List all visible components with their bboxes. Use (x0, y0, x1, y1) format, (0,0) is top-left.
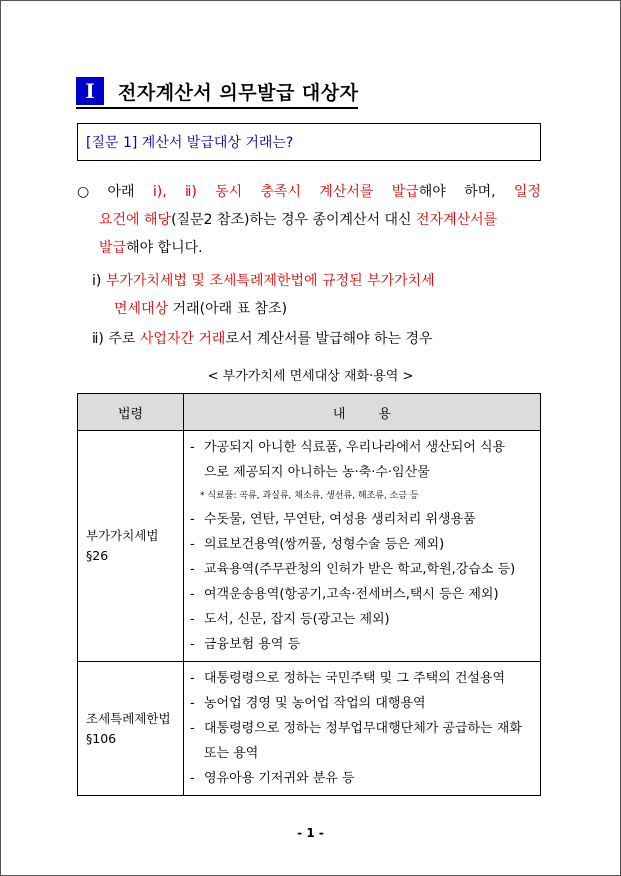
list-item: - 대통령령으로 정하는 국민주택 및 그 주택의 건설용역 (190, 666, 534, 691)
item-text: 교육용역(주무관청의 인허가 받은 학교,학원,강습소 등) (204, 562, 516, 577)
list-item: - 여객운송용역(항공기,고속·전세버스,택시 등은 제외) (190, 582, 534, 607)
condition-1-text: 거래(아래 표 참조) (168, 301, 288, 317)
item-text: 영유아용 기저귀와 분유 등 (204, 771, 355, 786)
intro-paragraph (77, 178, 541, 262)
item-text: 여객운송용역(항공기,고속·전세버스,택시 등은 제외) (204, 587, 499, 602)
table-caption: < 부가가치세 면세대상 재화·용역 > (207, 369, 414, 384)
list-item: - 교육용역(주무관청의 인허가 받은 학교,학원,강습소 등) (190, 557, 534, 582)
list-item: - 금융보험 용역 등 (190, 632, 534, 657)
section-number-badge: Ⅰ (76, 77, 104, 105)
law-name: 조세특례제한법 (86, 710, 171, 726)
condition-1-label: ⅰ) (92, 273, 102, 289)
intro-text: (질문2 참조)하는 경우 종이계산서 대신 (171, 212, 417, 228)
item-text: 대통령령으로 정하는 정부업무대행단체가 공급하는 재화 (204, 721, 522, 736)
header-law: 법령 (78, 394, 184, 431)
intro-red-text: 전자계산서를 (416, 212, 498, 228)
list-item: - 수돗물, 연탄, 무연탄, 여성용 생리처리 위생용품 (190, 507, 534, 532)
law-article: §26 (86, 548, 109, 563)
item-text: 도서, 신문, 잡지 등(광고는 제외) (204, 612, 390, 627)
list-item: - 농어업 경영 및 농어업 작업의 대행용역 (190, 691, 534, 716)
intro-text: 해야 합니다. (126, 240, 203, 256)
intro-word: 발급 (391, 184, 419, 200)
condition-2-text: 주로 (108, 331, 140, 347)
law-cell (78, 662, 184, 796)
condition-2-red-text: 사업자간 거래 (139, 331, 226, 347)
table-header-row (78, 394, 541, 431)
section-title (76, 76, 358, 106)
question-text: [질문 1] 계산서 발급대상 거래는? (86, 135, 294, 151)
condition-1-red-text: 부가가치세법 및 조세특례제한법에 규정된 부가가치세 (105, 273, 435, 289)
intro-word: 아래 (107, 184, 135, 200)
item-text: 의료보건용역(쌍꺼풀, 성형수술 등은 제외) (204, 537, 445, 552)
content-cell (184, 431, 541, 662)
header-content: 내 용 (184, 394, 541, 431)
item-text: 금융보험 용역 등 (204, 637, 301, 652)
item-text: 가공되지 아니한 식료품, 우리나라에서 생산되어 식용 (204, 440, 506, 455)
condition-1 (92, 267, 542, 323)
question-box (77, 123, 541, 161)
item-note: * 식료품: 곡류, 과실류, 채소류, 생선류, 해조류, 소금 등 (200, 491, 419, 501)
intro-word: 하며, (464, 184, 496, 200)
intro-word: 일정 (513, 184, 541, 200)
intro-word: 동시 (215, 184, 243, 200)
condition-2-label: ⅱ) (92, 331, 104, 347)
item-continuation: 또는 용역 (204, 746, 259, 761)
intro-line-1 (77, 178, 541, 206)
content-cell (184, 662, 541, 796)
condition-2 (92, 325, 542, 353)
item-continuation: 으로 제공되지 아니하는 농·축·수·임산물 (204, 465, 430, 480)
table-row (78, 431, 541, 662)
list-item: - 영유아용 기저귀와 분유 등 (190, 766, 534, 791)
law-name: 부가가치세법 (86, 528, 159, 543)
intro-word: 해야 (418, 184, 446, 200)
table-row (78, 662, 541, 796)
intro-red-text: 발급 (99, 240, 127, 256)
intro-line-2 (77, 206, 541, 234)
intro-word: ⅰ), (152, 184, 167, 200)
intro-word: 계산서를 (319, 184, 374, 200)
condition-1-line-1 (92, 267, 542, 295)
list-item: - 도서, 신문, 잡지 등(광고는 제외) (190, 607, 534, 632)
law-cell (78, 431, 184, 662)
list-item: - 대통령령으로 정하는 정부업무대행단체가 공급하는 재화 (190, 716, 534, 741)
intro-word: 충족시 (260, 184, 302, 200)
intro-word: ⅱ) (184, 184, 197, 200)
item-text: 수돗물, 연탄, 무연탄, 여성용 생리처리 위생용품 (204, 512, 476, 527)
intro-red-text: 요건에 해당 (99, 212, 172, 228)
list-item: - 의료보건용역(쌍꺼풀, 성형수술 등은 제외) (190, 532, 534, 557)
section-title-text: 전자계산서 의무발급 대상자 (118, 81, 359, 104)
intro-line-3 (77, 234, 541, 262)
list-item: - 가공되지 아니한 식료품, 우리나라에서 생산되어 식용 (190, 435, 534, 460)
condition-1-red-text: 면세대상 (114, 301, 169, 317)
item-text: 대통령령으로 정하는 국민주택 및 그 주택의 건설용역 (204, 671, 506, 686)
condition-2-line (92, 325, 542, 353)
condition-2-text: 로서 계산서를 발급해야 하는 경우 (225, 331, 433, 347)
condition-1-line-2 (92, 295, 542, 323)
item-text: 농어업 경영 및 농어업 작업의 대행용역 (204, 696, 426, 711)
title-underline (76, 107, 358, 109)
tax-exempt-table (77, 393, 541, 796)
page-number: - 1 - (297, 826, 324, 840)
bullet-circle: ○ (77, 184, 90, 200)
law-article: §106 (86, 730, 117, 746)
